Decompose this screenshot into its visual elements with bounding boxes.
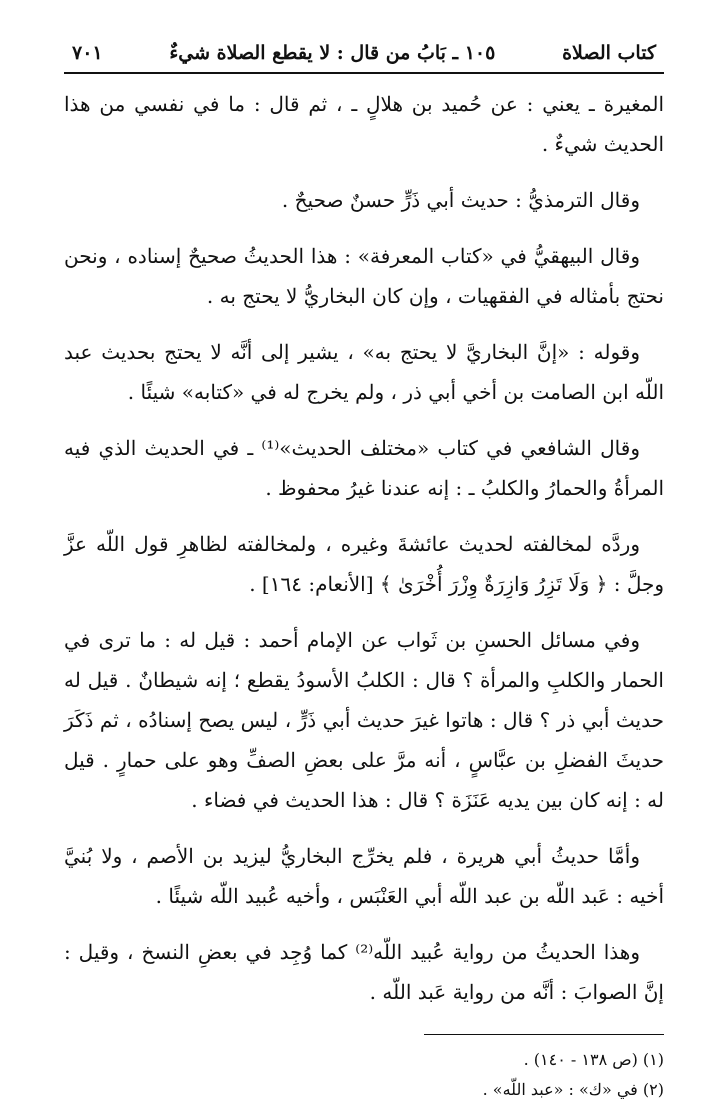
- footnote: (١) (ص ١٣٨ - ١٤٠) .: [523, 1050, 664, 1069]
- paragraph: وردَّه لمخالفته لحديث عائشةَ وغيره ، ولمخالفته لظاهرِ قول اللّه عزَّ وجلَّ : ﴿ وَلَا تَزِرُ وَازِرَةٌ وِزْرَ أُخْرَىٰ ﴾ [الأنعام: ١٦٤] .: [64, 532, 664, 596]
- paragraph: وقال البيهقيُّ في «كتاب المعرفة» : هذا الحديثُ صحيحٌ إسناده ، ونحن نحتج بأمثاله في الفقهيات ، وإن كان البخاريُّ لا يحتج به .: [64, 244, 664, 308]
- chapter-title: ١٠٥ ـ بَابُ من قال : لا يقطع الصلاة شيءٌ: [169, 42, 496, 64]
- main-text: [64, 84, 664, 1012]
- paragraph: وقوله : «إنَّ البخاريَّ لا يحتج به» ، يشير إلى أنَّه لا يحتج بحديث عبد اللّه ابن الصامت بن أخي أبي ذر ، ولم يخرج له في «كتابه» شيئًا .: [64, 340, 664, 404]
- footnote: (٢) في «ك» : «عبد اللّه» .: [482, 1080, 664, 1099]
- footnotes: [64, 1045, 664, 1105]
- paragraph: وهذا الحديثُ من رواية عُبيد اللّه⁽²⁾ كما وُجِد في بعضِ النسخ ، وقيل : إنَّ الصوابَ : أنَّه من رواية عَبد اللّه .: [64, 940, 664, 1004]
- paragraph: وقال الترمذيُّ : حديث أبي ذَرٍّ حسنٌ صحيحٌ .: [281, 188, 640, 212]
- paragraph: وفي مسائل الحسنِ بن ثَواب عن الإمام أحمد : قيل له : ما ترى في الحمار والكلبِ والمرأة ؟ قال : الكلبُ الأسودُ يقطع ؛ إنه شيطانٌ . قيل له حديث أبي ذر ؟ قال : هاتوا غيرَ حديث أبي ذَرٍّ ، ليس يصح إسنادُه ، ثم ذَكَرَ حديثَ الفضلِ بن عبَّاسٍ ، أنه مرَّ على بعضِ الصفِّ وهو على حمارٍ . قيل له : إنه كان بين يديه عَنَزَة ؟ قال : هذا الحديث في فضاء .: [64, 628, 664, 812]
- running-header: [64, 40, 664, 74]
- paragraph: وقال الشافعي في كتاب «مختلف الحديث»⁽¹⁾ ـ في الحديث الذي فيه المرأةُ والحمارُ والكلبُ ـ : إنه عندنا غيرُ محفوظ .: [64, 436, 664, 500]
- page-number: ٧٠١: [72, 42, 103, 64]
- paragraph: المغيرة ـ يعني : عن حُميد بن هلالٍ ـ ، ثم قال : ما في نفسي من هذا الحديث شيءٌ .: [64, 92, 664, 156]
- book-title: كتاب الصلاة: [562, 42, 656, 64]
- footnote-separator: [424, 1034, 664, 1035]
- paragraph: وأمَّا حديثُ أبي هريرة ، فلم يخرِّج البخاريُّ ليزيد بن الأصم ، ولا بُنيَّ أخيه : عَبد اللّه بن عبد اللّه أبي العَنْبَس ، وأخيه عُبيد اللّه شيئًا .: [64, 844, 664, 908]
